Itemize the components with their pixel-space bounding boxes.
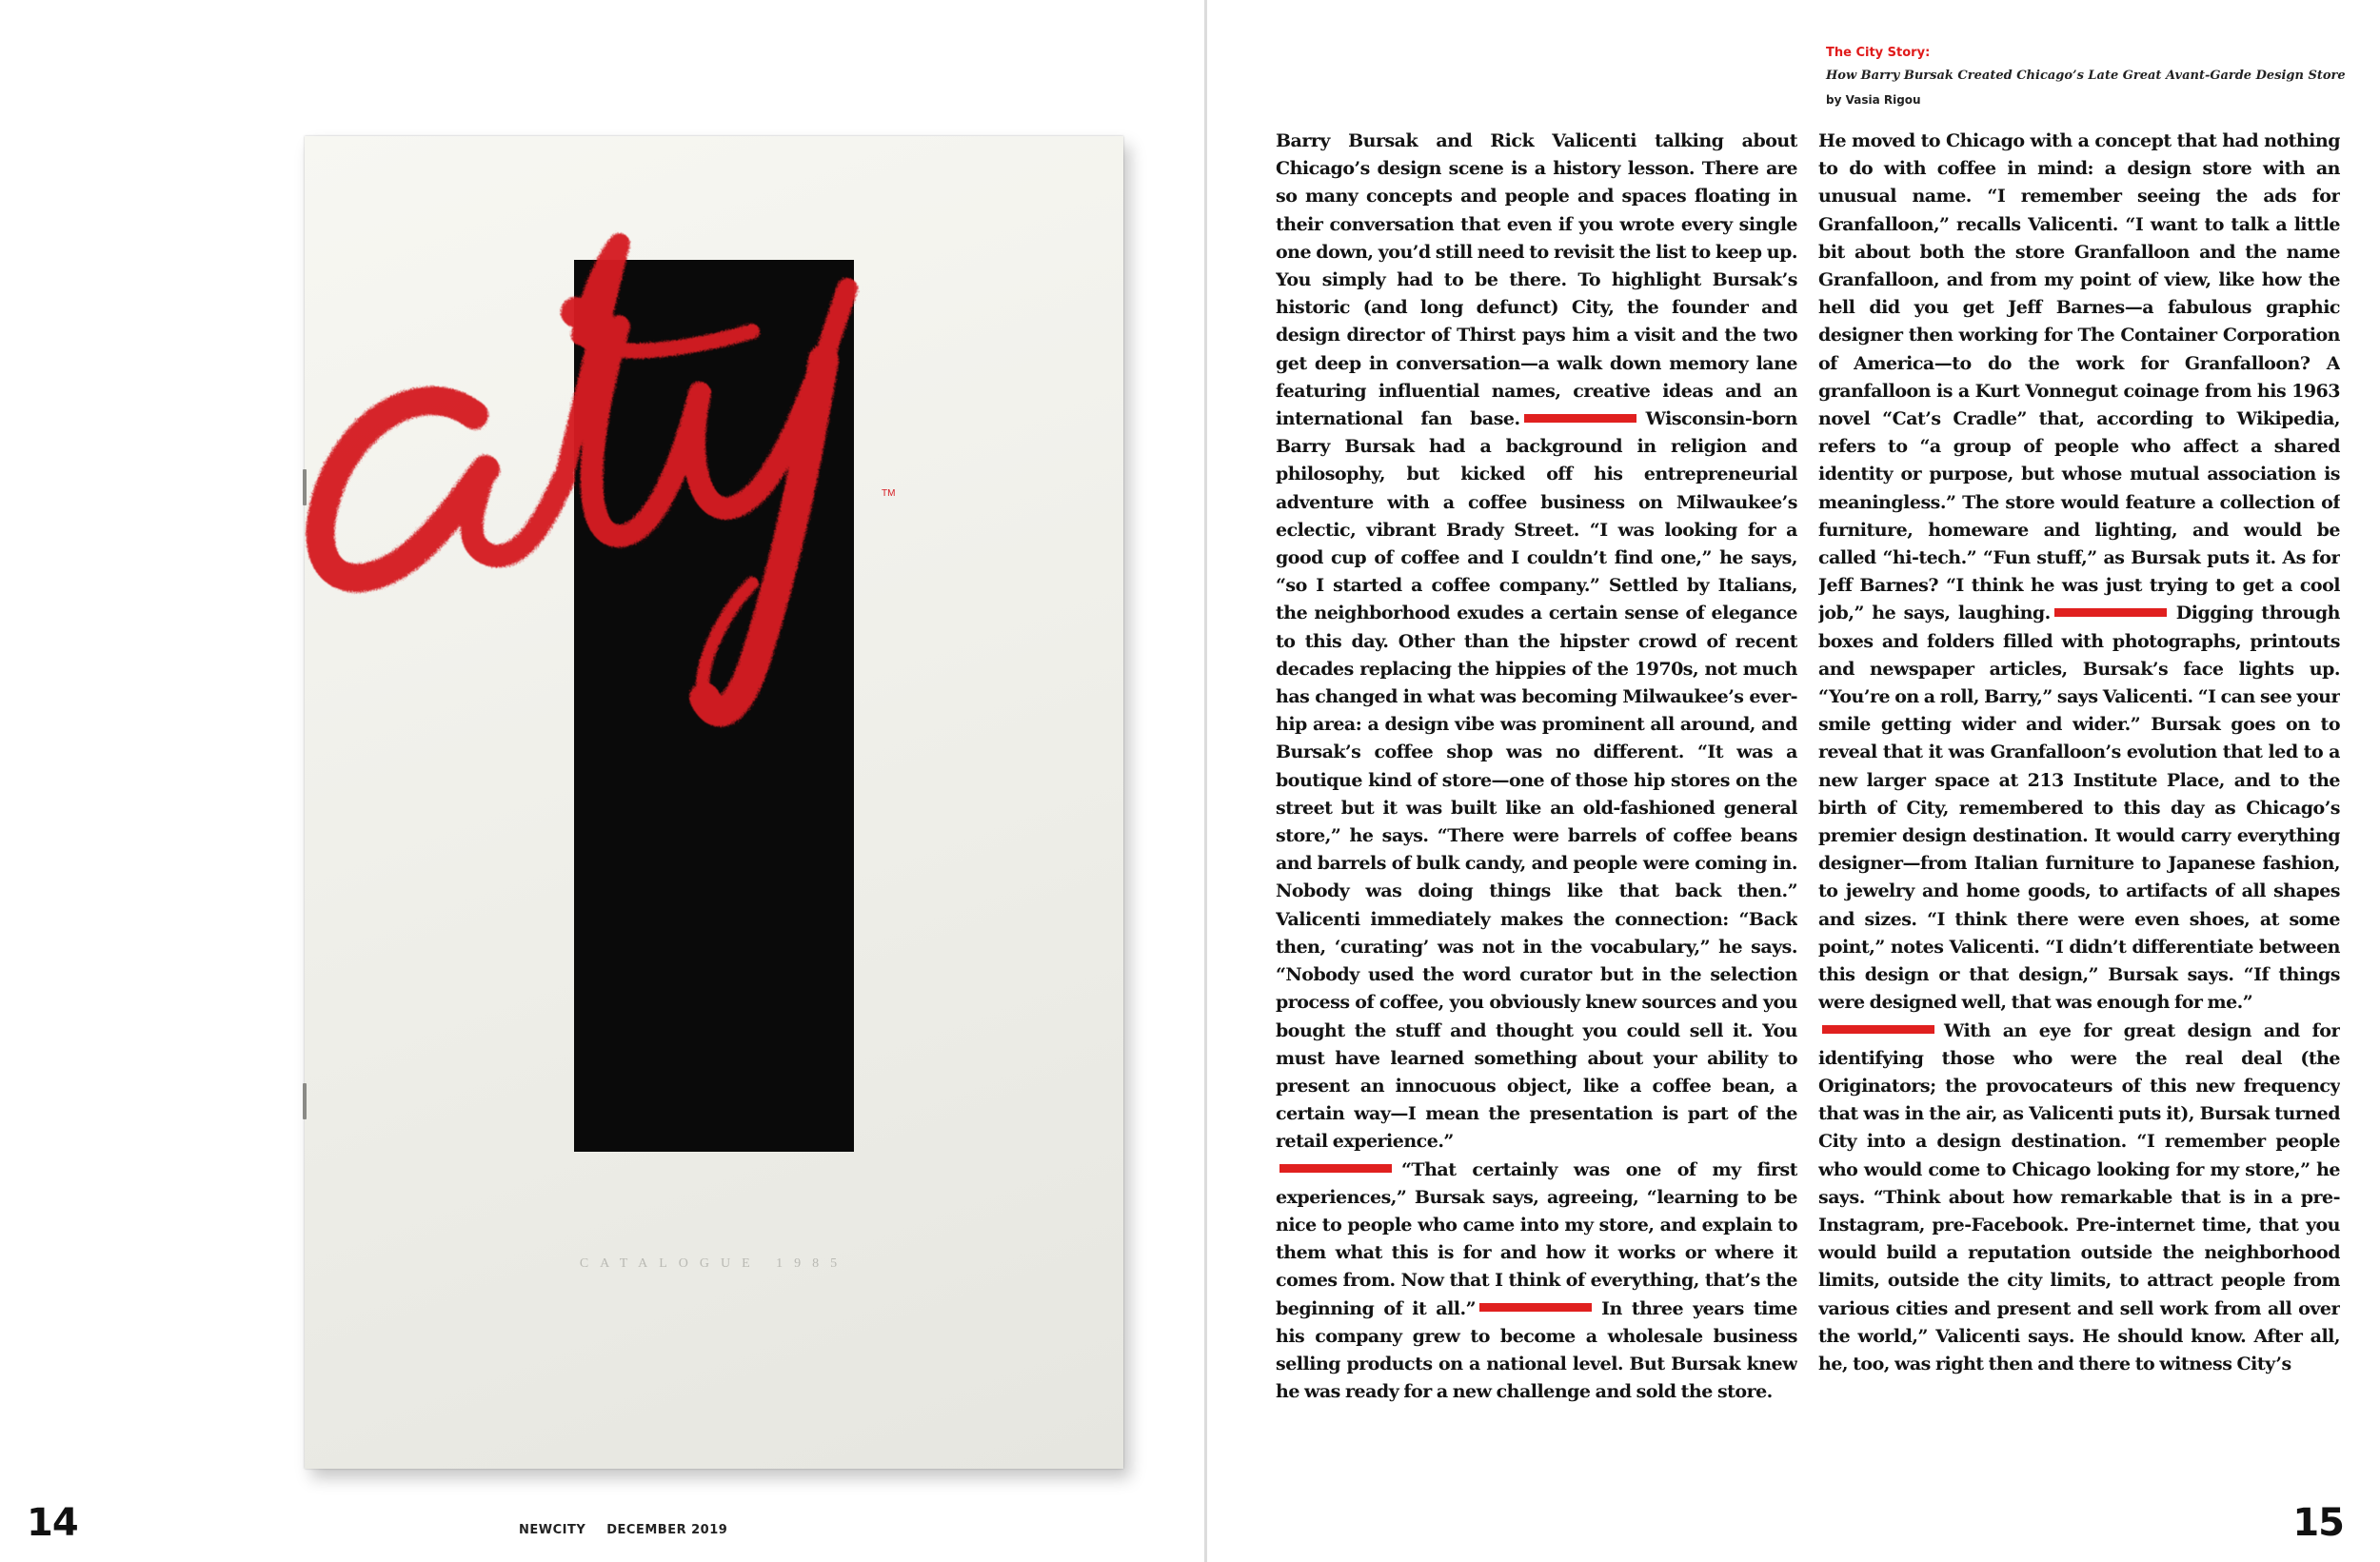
article-byline: by Vasia Rigou bbox=[1826, 93, 1921, 107]
section-divider-rule bbox=[2054, 608, 2167, 617]
footer-publication: NEWCITY bbox=[519, 1523, 586, 1537]
section-divider-rule bbox=[1279, 1164, 1392, 1173]
section-divider-rule bbox=[1479, 1303, 1592, 1312]
page-number-right: 15 bbox=[2292, 1501, 2344, 1545]
footer-publication-line bbox=[519, 1523, 727, 1537]
section-divider-rule bbox=[1524, 414, 1636, 423]
article-column-1 bbox=[1276, 128, 1797, 1479]
trademark-mark: TM bbox=[882, 488, 896, 499]
catalogue-cover-photo bbox=[305, 136, 1123, 1469]
article-body-text: He moved to Chicago with a concept that had nothing to do with coffee in mind: a design store with an unusual name. “I remember seeing the ads for Granfalloon,” recalls Valicenti. “I want to talk a little bit about both the store Granfalloon and the name Granfalloon, and from my point of view, like how the hell did you get Jeff Barnes—a fabulous graphic designer then working for The Container Corporation of America—to do the work for Granfalloon? A granfalloon is a Kurt Vonnegut coinage from his 1963 novel “Cat’s Cradle” that, according to Wikipedia, refers to “a group of people who affect a shared identity or purpose, but whose mutual association is meaningless.” The store would feature a collection of furniture, homeware and lighting, and would be called “hi-tech.” “Fun stuff,” as Bursak puts it. As for Jeff Barnes? “I think he was just trying to get a cool job,” he says, laughing. Digging through boxes and folders filled with photographs, printouts and newspaper articles, Bursak’s face lights up. “You’re on a roll, Barry,” says Valicenti. “I can see your smile getting wider and wider.” Bursak goes on to reveal that it was Granfalloon’s evolution that led to a new larger space at 213 Institute Place, and to the birth of City, remembered to this day as Chicago’s premier design destination. It would carry everything designer—from Italian furniture to Japanese fashion, to jewelry and home goods, to artifacts of all shapes and sizes. “I think there were even shoes, at some point,” notes Valicenti. “I didn’t differentiate between this design or that design,” Bursak says. “If things were designed well, that was enough for me.” With an eye for great design and for identifying those who were the real deal (the Originators; the provocateurs of this new frequency that was in the air, as Valicenti puts it), Bursak turned City into a design destination. “I remember people who would come to Chicago looking for my store,” he says. “Think about how remarkable that is in a pre-Instagram, pre-Facebook. Pre-internet time, that you would build a reputation outside the neighborhood limits, outside the city limits, to attract people from various cities and present and sell work from all over the world,” Valicenti says. He should know. After all, he, too, was right then and there to witness City’s bbox=[1818, 130, 2340, 1374]
section-divider-rule bbox=[1822, 1025, 1934, 1034]
article-body-text: Barry Bursak and Rick Valicenti talking about Chicago’s design scene is a history lesson. There are so many concepts and people and spaces floating in their conversation that even if you wrote every single one down, you’d still need to revisit the list to keep up. You simply had to be there. To highlight Bursak’s historic (and long defunct) City, the founder and design director of Thirst pays him a visit and the two get deep in conversation—a walk down memory lane featuring influential names, creative ideas and an international fan base. Wisconsin-born Barry Bursak had a background in religion and philosophy, but kicked off his entrepreneurial adventure with a coffee business on Milwaukee’s eclectic, vibrant Brady Street. “I was looking for a good cup of coffee and I couldn’t find one,” he says, “so I started a coffee company.” Settled by Italians, the neighborhood exudes a certain sense of elegance to this day. Other than the hipster crowd of recent decades replacing the hippies of the 1970s, not much has changed in what was becoming Milwaukee’s ever-hip area: a design vibe was prominent all around, and Bursak’s coffee shop was no different. “It was a boutique kind of store—one of those hip stores on the street but it was built like an old-fashioned general store,” he says. “There were barrels of coffee beans and barrels of bulk candy, and people were coming in. Nobody was doing things like that back then.” Valicenti immediately makes the connection: “Back then, ‘curating’ was not in the vocabulary,” he says. “Nobody used the word curator but in the selection process of coffee, you obviously knew sources and you bought the stuff and thought you could sell it. You must have learned something about your ability to present an innocuous object, like a coffee bean, a certain way—I mean the presentation is part of the retail experience.” “That certainly was one of my first experiences,” Bursak says, agreeing, “learning to be nice to people who came into my store, and explain to them what this is for and how it works or where it comes from. Now that I think of everything, that’s the beginning of it all.” In three years time his company grew to become a wholesale business selling products on a national level. But Bursak knew he was ready for a new challenge and sold the store. bbox=[1276, 130, 1797, 1403]
article-column-2 bbox=[1818, 128, 2340, 1479]
catalogue-caption: CATALOGUE 1985 bbox=[579, 1256, 849, 1271]
page-number-left: 14 bbox=[27, 1501, 78, 1545]
article-kicker: The City Story: bbox=[1826, 46, 1931, 60]
footer-date: DECEMBER 2019 bbox=[606, 1523, 728, 1537]
article-dek: How Barry Bursak Created Chicago’s Late Great Avant-Garde Design Store bbox=[1826, 69, 2346, 83]
